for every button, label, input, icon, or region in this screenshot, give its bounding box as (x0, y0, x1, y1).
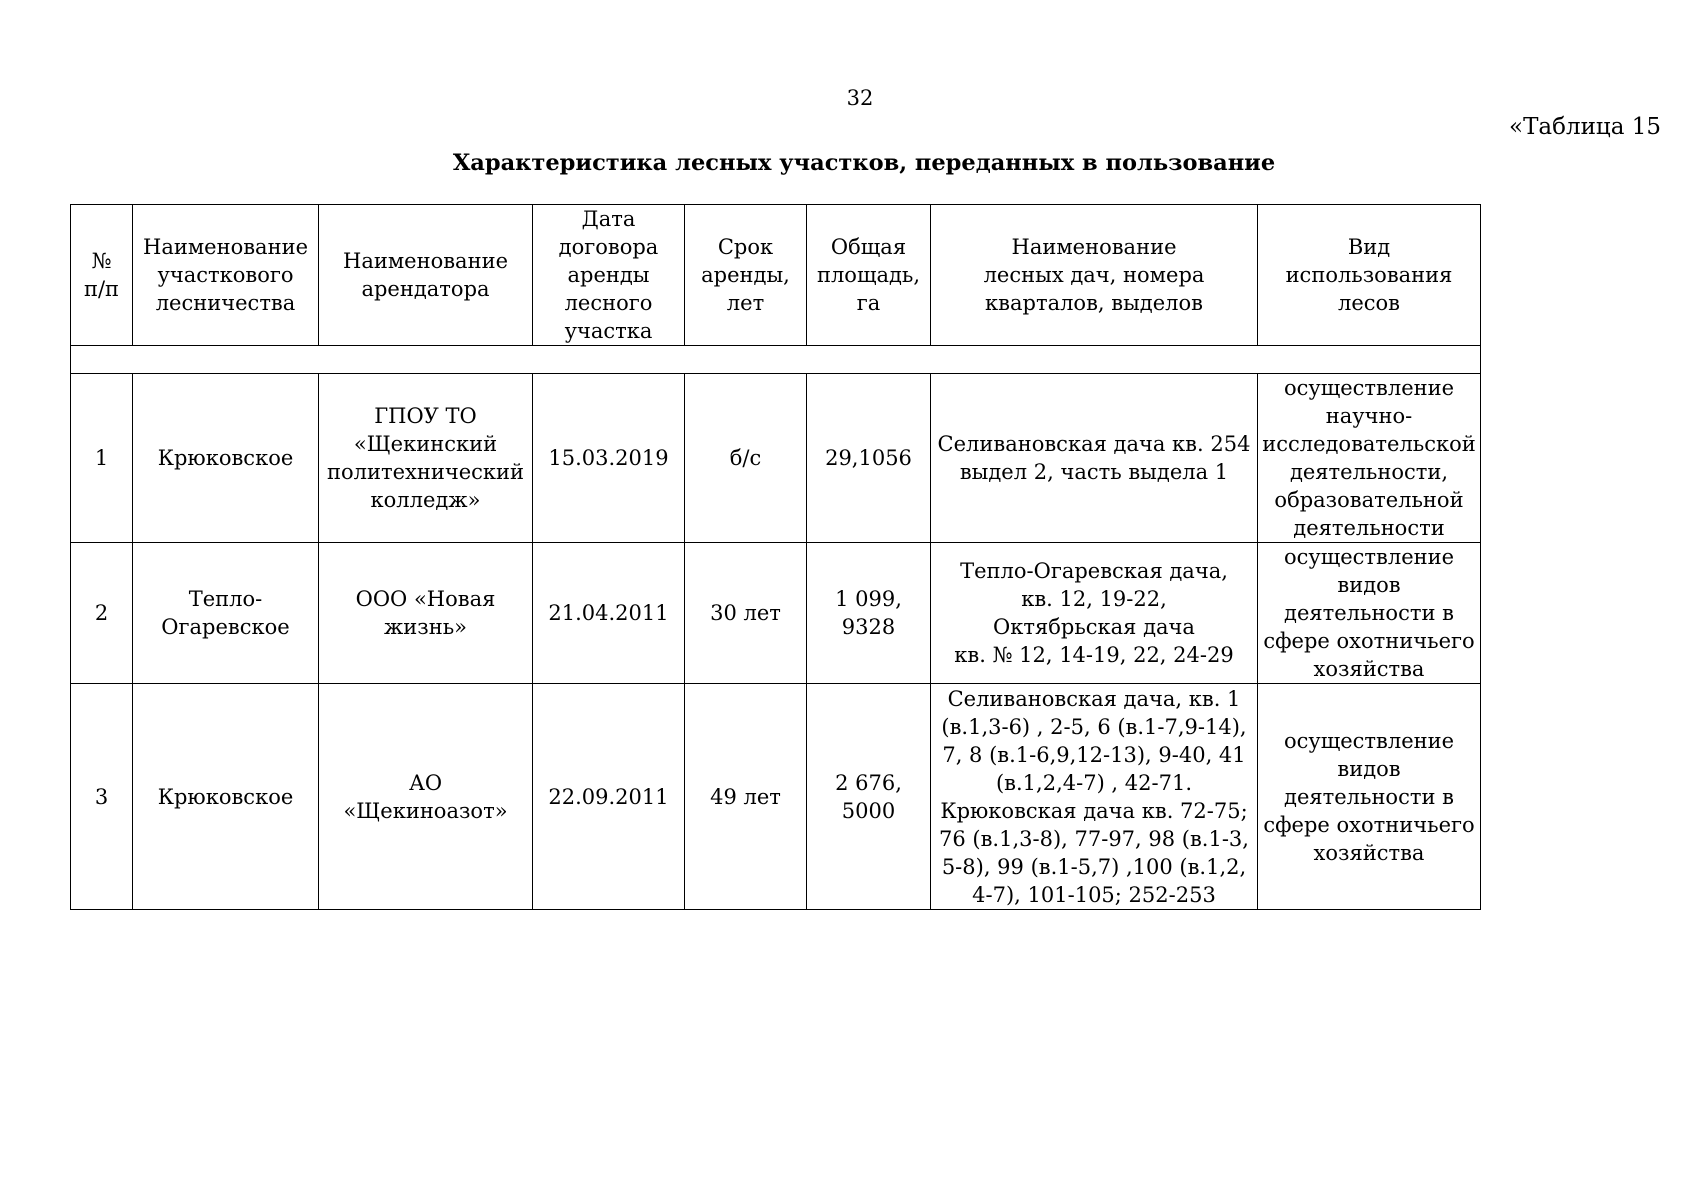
table-label: «Таблица 15 (1509, 114, 1661, 140)
cell-usage-type: осуществление научно- исследовательской деятельности, образовательной деятельности (1258, 374, 1481, 543)
cell-lease-term: 30 лет (685, 543, 807, 684)
cell-forest-dachas: Селивановская дача, кв. 1 (в.1,3-6) , 2-5, 6 (в.1-7,9-14), 7, 8 (в.1-6,9,12-13), 9-40, 41 (в.1,2,4-7) , 42-71. Крюковская дача кв. 72-75; 76 (в.1,3-8), 77-97, 98 (в.1-3, 5-8), 99 (в.1-5,7) ,100 (в.1,2, 4-7), 101-105; 252-253 (931, 684, 1258, 910)
header-lease-term: Срок аренды, лет (685, 205, 807, 346)
cell-forest-dachas: Тепло-Огаревская дача, кв. 12, 19-22, Октябрьская дача кв. № 12, 14-19, 22, 24-29 (931, 543, 1258, 684)
cell-lease-term: 49 лет (685, 684, 807, 910)
cell-forestry-district: Крюковское (133, 374, 319, 543)
header-number: № п/п (71, 205, 133, 346)
table-header-row (71, 205, 1481, 346)
cell-tenant: АО «Щекиноазот» (319, 684, 533, 910)
cell-lease-term: б/с (685, 374, 807, 543)
spacer-cell (71, 346, 1481, 374)
cell-forestry-district: Крюковское (133, 684, 319, 910)
cell-number: 1 (71, 374, 133, 543)
cell-usage-type: осуществление видов деятельности в сфере охотничьего хозяйства (1258, 684, 1481, 910)
cell-forestry-district: Тепло- Огаревское (133, 543, 319, 684)
table-row (71, 684, 1481, 910)
header-forestry-district: Наименование участкового лесничества (133, 205, 319, 346)
cell-total-area: 2 676, 5000 (807, 684, 931, 910)
cell-lease-date: 15.03.2019 (533, 374, 685, 543)
cell-forest-dachas: Селивановская дача кв. 254 выдел 2, часть выдела 1 (931, 374, 1258, 543)
cell-tenant: ООО «Новая жизнь» (319, 543, 533, 684)
cell-number: 2 (71, 543, 133, 684)
cell-lease-date: 21.04.2011 (533, 543, 685, 684)
header-lease-date: Дата договора аренды лесного участка (533, 205, 685, 346)
page-number: 32 (846, 86, 874, 110)
table-row (71, 543, 1481, 684)
document-title: Характеристика лесных участков, переданных в пользование (452, 150, 1276, 176)
cell-total-area: 1 099, 9328 (807, 543, 931, 684)
cell-total-area: 29,1056 (807, 374, 931, 543)
header-usage-type: Вид использования лесов (1258, 205, 1481, 346)
forest-plots-table (70, 204, 1481, 910)
cell-tenant: ГПОУ ТО «Щекинский политехнический колледж» (319, 374, 533, 543)
table-row (71, 374, 1481, 543)
table-spacer-row (71, 346, 1481, 374)
header-total-area: Общая площадь, га (807, 205, 931, 346)
cell-number: 3 (71, 684, 133, 910)
header-forest-dachas: Наименование лесных дач, номера кварталов, выделов (931, 205, 1258, 346)
cell-lease-date: 22.09.2011 (533, 684, 685, 910)
header-tenant: Наименование арендатора (319, 205, 533, 346)
cell-usage-type: осуществление видов деятельности в сфере охотничьего хозяйства (1258, 543, 1481, 684)
